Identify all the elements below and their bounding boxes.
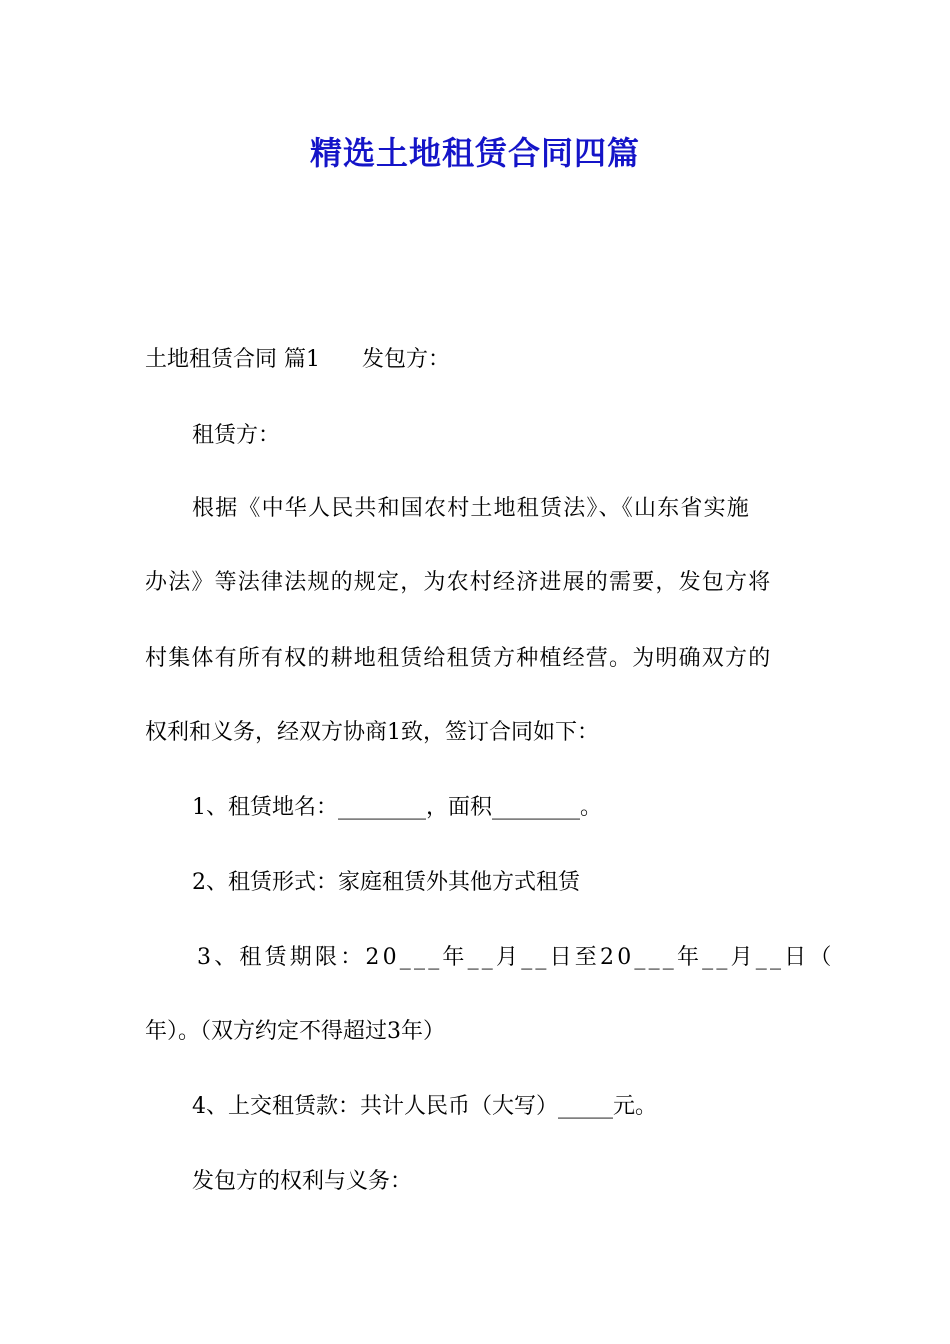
clause-1: 1、租赁地名：________，面积________。 xyxy=(192,795,602,820)
paragraph-1-line-1: 根据《中华人民共和国农村土地租赁法》、《山东省实施 xyxy=(192,496,751,521)
document-title: 精选土地租赁合同四篇 xyxy=(309,134,640,172)
clause-3-line-1: 3、租赁期限：20___年__月__日至20___年__月__日（ xyxy=(197,945,835,970)
paragraph-1-line-3: 村集体有所有权的耕地租赁给租赁方种植经营。为明确双方的 xyxy=(145,646,772,671)
issuer-label: 发包方： xyxy=(362,347,451,372)
contract-heading-line xyxy=(145,345,807,375)
clause-3-line-2: 年）。（双方约定不得超过3年） xyxy=(145,1019,445,1044)
lessee-label: 租赁方： xyxy=(192,423,281,448)
clause-2: 2、租赁形式：家庭租赁外其他方式租赁 xyxy=(192,870,580,895)
paragraph-1-line-2: 办法》等法律法规的规定，为农村经济进展的需要，发包方将 xyxy=(145,570,772,595)
section-heading: 发包方的权利与义务： xyxy=(192,1169,413,1194)
clause-4: 4、上交租赁款：共计人民币（大写）_____元。 xyxy=(192,1094,657,1119)
contract-heading: 土地租赁合同 篇1 xyxy=(145,347,320,372)
paragraph-1-line-4: 权利和义务，经双方协商1致，签订合同如下： xyxy=(145,720,599,745)
